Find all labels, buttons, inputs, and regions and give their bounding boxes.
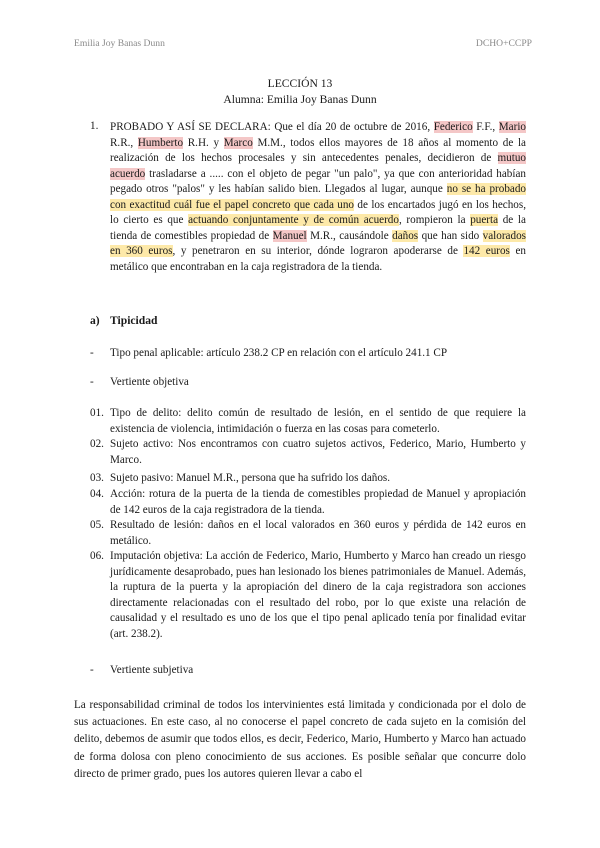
bullet-tipo-penal xyxy=(90,347,447,359)
key-fact-highlight: puerta xyxy=(470,214,499,227)
fact-text: R.R., xyxy=(110,136,138,149)
section-label: a) xyxy=(90,314,100,327)
name-highlight: Manuel xyxy=(272,229,307,242)
fact-text: M.M., todos ellos mayores de 18 años al momento de la realización de los hechos procesales y sin antecedentes penales, decidieron de xyxy=(110,136,526,165)
name-highlight: Mario xyxy=(498,121,526,133)
item-number: 04. xyxy=(90,488,104,500)
name-highlight: Federico xyxy=(433,121,473,133)
item-number: 05. xyxy=(90,519,104,531)
fact-text: que han sido xyxy=(418,229,483,242)
key-fact-highlight: actuando conjuntamente y de común acuerdo xyxy=(188,214,399,227)
item-number: 06. xyxy=(90,550,104,562)
fact-text: en metálico que encontraban en la caja registradora de la tienda. xyxy=(110,245,526,273)
tipo-penal-text: Tipo penal aplicable: artículo 238.2 CP en relación con el artículo 241.1 CP xyxy=(110,347,448,359)
key-fact-highlight: daños xyxy=(392,229,419,242)
closing-paragraph: La responsabilidad criminal de todos los intervinientes está limitada y condicionada por el dolo de sus actuaciones. En este caso, al no conocerse el papel concreto de cada sujeto en la comisión del delito, debemos de asumir que todos ellos, es decir, Federico, Mario, Humberto y Marco han actuado de forma dolosa con pleno conocimiento de sus acciones. Es posible señalar que concurre dolo directo de primer grado, pues los autores quieren llevar a cabo el xyxy=(74,699,526,780)
bullet-dash: - xyxy=(90,347,94,359)
fact-text: M.R., causándole xyxy=(306,229,393,242)
fact-number: 1. xyxy=(90,120,99,132)
bullet-vertiente-objetiva xyxy=(90,376,189,388)
key-fact-highlight: valorados en 360 euros xyxy=(110,229,526,258)
student-name: Alumna: Emilia Joy Banas Dunn xyxy=(223,93,377,106)
fact-text: trasladarse a ..... con el objeto de pegar "un palo", ya que con anterioridad habían pegado otros "palos" y les habían salido bien. Llegados al lugar, aunque xyxy=(110,167,526,196)
item-text: Acción: rotura de la puerta de la tienda de comestibles propiedad de Manuel y apropiación de 142 euros de la caja registradora de la tienda. xyxy=(110,488,526,516)
header-course: DCHO+CCPP xyxy=(475,38,532,49)
item-text: Tipo de delito: delito común de resultado de lesión, en el sentido de que requiere la existencia de violencia, intimidación o fuerza en las cosas para cometerlo. xyxy=(110,407,526,435)
item-number: 01. xyxy=(90,407,104,419)
vertiente-objetiva-text: Vertiente objetiva xyxy=(110,376,189,388)
fact-text: , y penetraron en su interior, dónde lograron apoderarse de xyxy=(172,245,464,258)
name-highlight: mutuo acuerdo xyxy=(110,152,526,180)
list-item xyxy=(90,487,526,518)
name-highlight: Marco xyxy=(223,136,253,149)
fact-text: R.H. y xyxy=(183,136,224,149)
item-number: 02. xyxy=(90,438,104,450)
item-text: Sujeto pasivo: Manuel M.R., persona que ha sufrido los daños. xyxy=(110,472,391,484)
bullet-dash: - xyxy=(90,664,94,676)
item-text: Sujeto activo: Nos encontramos con cuatro sujetos activos, Federico, Mario, Humberto y Marco. xyxy=(110,438,526,466)
list-item xyxy=(90,518,526,549)
fact-text: , rompieron la xyxy=(398,214,471,227)
key-fact-highlight: 142 euros xyxy=(463,245,510,258)
list-item xyxy=(90,437,526,468)
header-author: Emilia Joy Banas Dunn xyxy=(74,38,165,49)
list-item xyxy=(90,549,526,642)
section-heading xyxy=(90,314,157,327)
section-title: Tipicidad xyxy=(110,314,158,327)
list-item xyxy=(90,406,526,437)
item-number: 03. xyxy=(90,472,104,484)
fact-text: F.F., xyxy=(472,121,499,133)
facts-paragraph xyxy=(110,120,526,275)
list-item xyxy=(90,471,526,487)
fact-text: de la tienda de comestibles propiedad de xyxy=(110,214,526,242)
lesson-title: LECCIÓN 13 xyxy=(267,77,333,90)
vertiente-subjetiva-text: Vertiente subjetiva xyxy=(110,664,194,676)
item-text: Imputación objetiva: La acción de Federico, Mario, Humberto y Marco han creado un riesgo jurídicamente desaprobado, pues han lesionado los bienes patrimoniales de Manuel. Además, la ruptura de la puerta y la apropiación del dinero de la caja registradora son acciones directamente relacionadas con el resultado del robo, por lo que existe una relación de causalidad y el resultado es uno de los que el tipo penal aplicado tenía por finalidad evitar (art. 238.2). xyxy=(110,550,526,640)
fact-text: PROBADO Y ASÍ SE DECLARA: Que el día 20 de octubre de 2016, xyxy=(110,121,434,133)
name-highlight: Humberto xyxy=(137,136,184,149)
key-fact-highlight: no se ha probado con exactitud cuál fue el papel concreto que cada uno xyxy=(110,183,526,211)
page-header xyxy=(74,38,532,49)
item-text: Resultado de lesión: daños en el local valorados en 360 euros y pérdida de 142 euros en metálico. xyxy=(110,519,526,547)
bullet-dash: - xyxy=(90,376,94,388)
fact-text: de los encartados jugó en los hechos, lo cierto es que xyxy=(110,198,527,227)
bullet-vertiente-subjetiva xyxy=(90,664,193,676)
